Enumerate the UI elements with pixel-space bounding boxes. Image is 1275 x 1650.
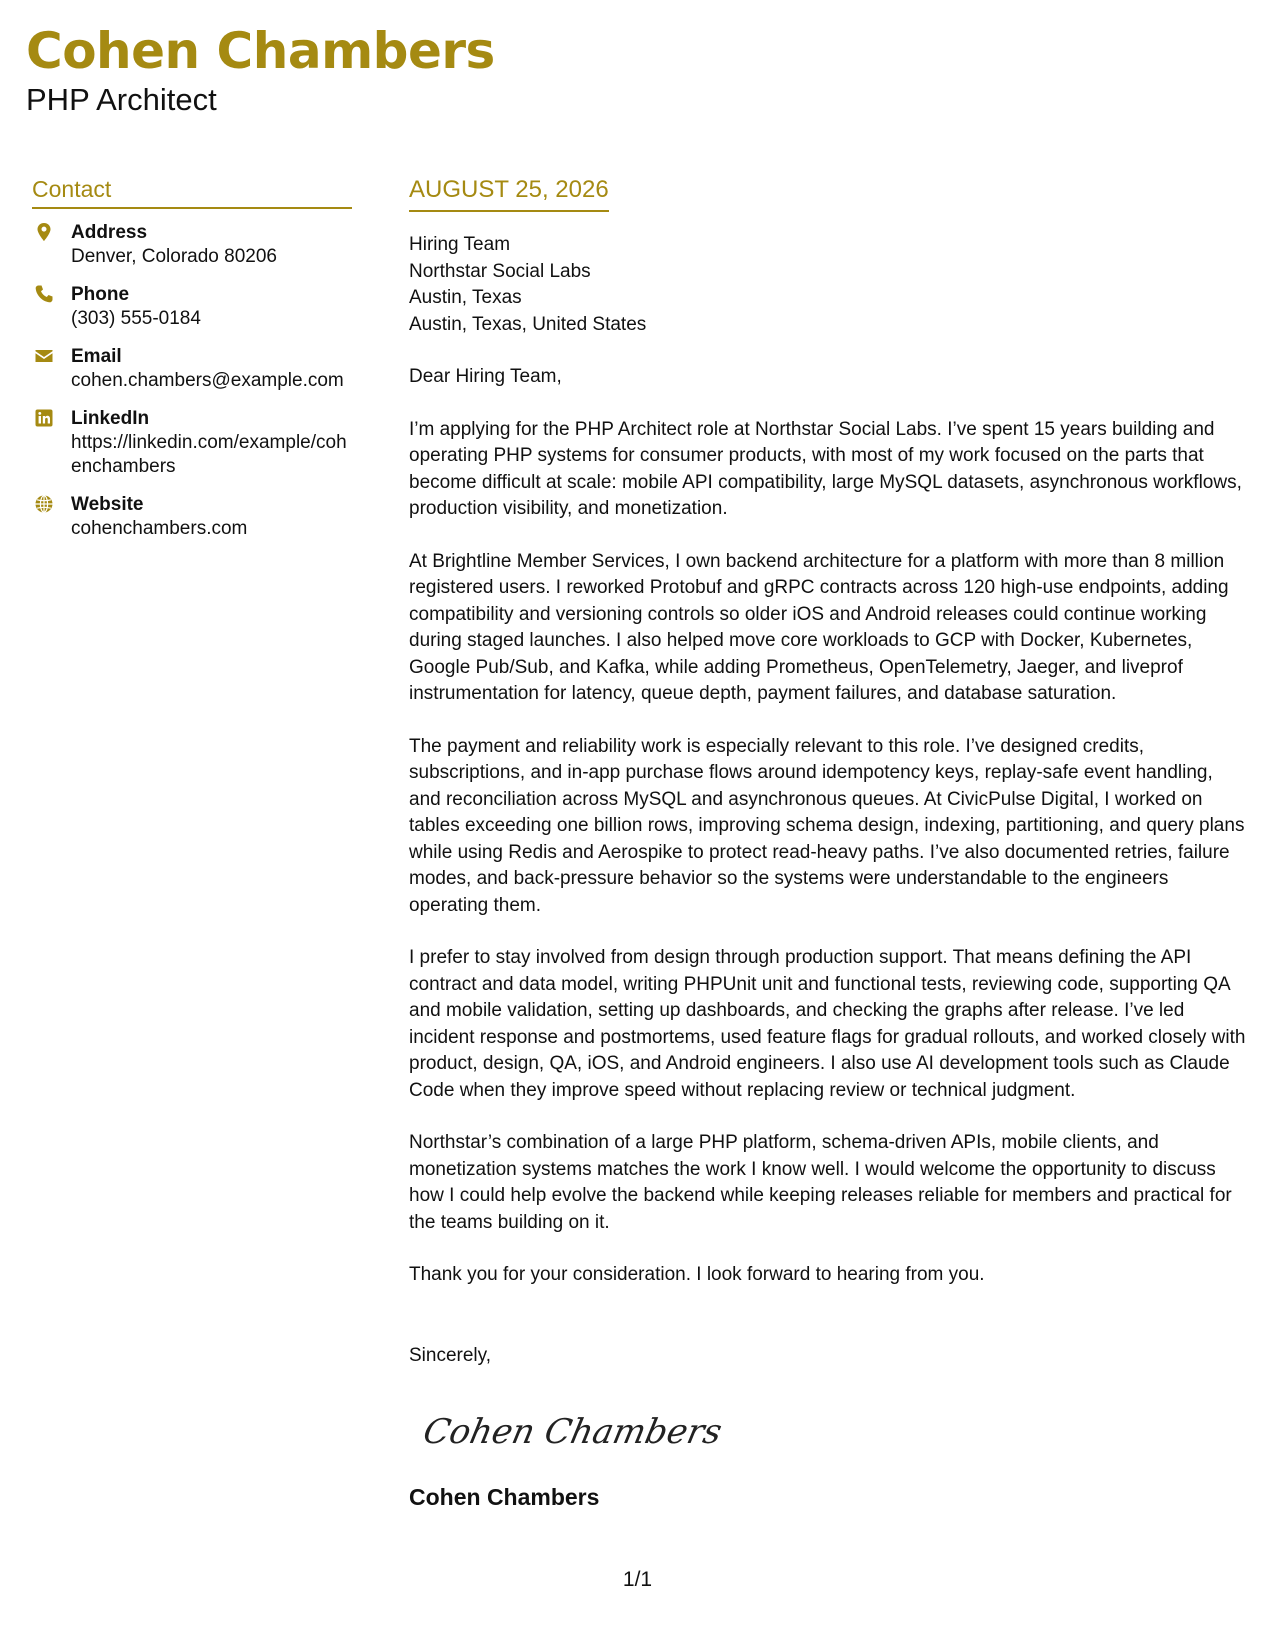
recipient-block — [409, 232, 1249, 338]
contact-sidebar — [32, 176, 352, 555]
contact-website — [32, 493, 352, 541]
recipient-line: Austin, Texas, United States — [409, 313, 647, 335]
body-paragraph: I prefer to stay involved from design through production support. That means defining the API contract and data model, writing PHPUnit unit and functional tests, reviewing code, supporting QA and mobile validation, setting up dashboards, and checking the graphs after release. I’ve led incident response and postmortems, used feature flags for gradual rollouts, and worked closely with product, design, QA, iOS, and Android engineers. I also use AI development tools such as Claude Code when they improve speed without replacing review or technical judgment. — [409, 947, 1246, 1101]
linkedin-label: LinkedIn — [71, 408, 150, 429]
job-title: PHP Architect — [26, 82, 217, 117]
linkedin-value: https://linkedin.com/example/cohenchambers — [71, 432, 347, 477]
address-label: Address — [71, 222, 148, 243]
globe-icon — [34, 494, 54, 514]
contact-linkedin — [32, 407, 352, 479]
signer-name: Cohen Chambers — [409, 1484, 600, 1510]
body-paragraph: At Brightline Member Services, I own backend architecture for a platform with more than 8 million registered users. I reworked Protobuf and gRPC contracts across 120 high-use endpoints, adding compatibility and versioning controls so older iOS and Android releases could continue working during staged launches. I also helped move core workloads to GCP with Docker, Kubernetes, Google Pub/Sub, and Kafka, while adding Prometheus, OpenTelemetry, Jaeger, and liveprof instrumentation for latency, queue depth, payment failures, and database saturation. — [409, 550, 1229, 704]
phone-icon — [34, 284, 54, 304]
body-paragraph: I’m applying for the PHP Architect role at Northstar Social Labs. I’ve spent 15 years building and operating PHP systems for consumer products, with most of my work focused on the parts that become difficult at scale: mobile API compatibility, large MySQL datasets, asynchronous workflows, production visibility, and monetization. — [409, 418, 1242, 519]
body-paragraph: Thank you for your consideration. I look forward to hearing from you. — [409, 1264, 985, 1285]
recipient-line: Austin, Texas — [409, 287, 522, 308]
recipient-line: Hiring Team — [409, 234, 511, 255]
envelope-icon — [34, 346, 54, 366]
recipient-line: Northstar Social Labs — [409, 260, 591, 282]
greeting: Dear Hiring Team, — [409, 366, 562, 387]
letter-body — [409, 176, 1249, 1511]
handwritten-signature — [417, 1399, 726, 1459]
body-paragraph: Northstar’s combination of a large PHP platform, schema-driven APIs, mobile clients, and monetization systems matches the work I know well. I would welcome the opportunity to discuss how I could help evolve the backend while keeping releases reliable for members and practical for the teams building on it. — [409, 1132, 1232, 1233]
address-value: Denver, Colorado 80206 — [71, 246, 277, 267]
phone-label: Phone — [71, 284, 130, 305]
signature-text: Cohen Chambers — [419, 1412, 726, 1452]
contact-phone — [32, 283, 352, 331]
linkedin-icon — [34, 408, 54, 428]
page-number: 1/1 — [622, 1568, 653, 1591]
letter-date: AUGUST 25, 2026 — [409, 176, 609, 212]
map-pin-icon — [34, 222, 54, 242]
closing: Sincerely, — [409, 1344, 492, 1366]
website-value: cohenchambers.com — [71, 518, 248, 539]
applicant-name: Cohen Chambers — [26, 22, 495, 80]
body-paragraph: The payment and reliability work is especially relevant to this role. I’ve designed credits, subscriptions, and in-app purchase flows around idempotency keys, replay-safe event handling, and reconciliation across MySQL and asynchronous queues. At CivicPulse Digital, I worked on tables exceeding one billion rows, improving schema design, indexing, partitioning, and query plans while using Redis and Aerospike to protect read-heavy paths. I’ve also documented retries, failure modes, and back-pressure behavior so the systems were understandable to the engineers operating them. — [409, 735, 1245, 916]
contact-address — [32, 221, 352, 269]
contact-section-title: Contact — [32, 176, 352, 209]
email-value: cohen.chambers@example.com — [71, 370, 344, 391]
phone-value: (303) 555-0184 — [71, 308, 201, 329]
email-label: Email — [71, 346, 122, 367]
contact-email — [32, 345, 352, 393]
website-label: Website — [71, 494, 144, 515]
